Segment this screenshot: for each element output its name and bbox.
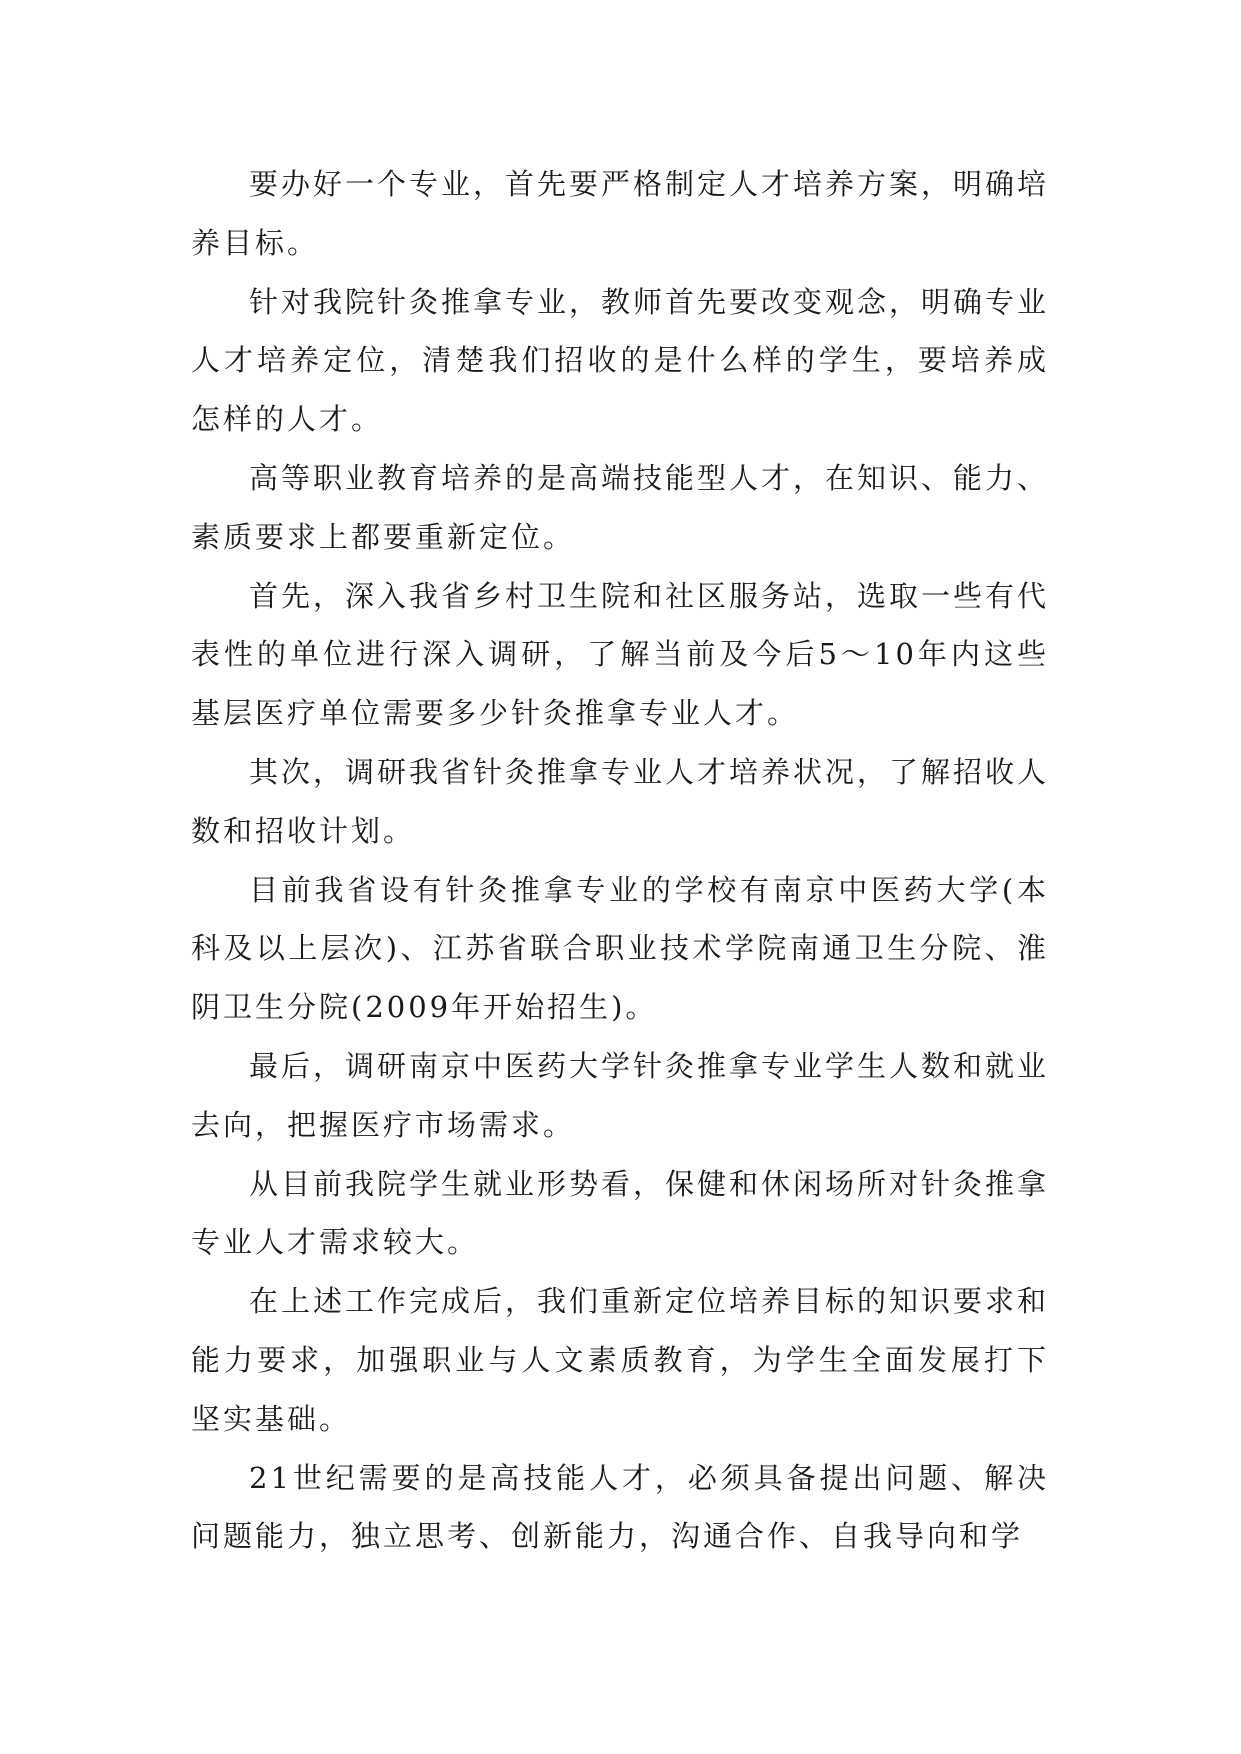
document-body (191, 155, 1049, 1566)
paragraph-4: 首先，深入我省乡村卫生院和社区服务站，选取一些有代表性的单位进行深入调研，了解当前及今后5～10年内这些基层医疗单位需要多少针灸推拿专业人才。 (191, 578, 1050, 731)
paragraph-9: 在上述工作完成后，我们重新定位培养目标的知识要求和能力要求，加强职业与人文素质教育，为学生全面发展打下坚实基础。 (191, 1284, 1050, 1436)
paragraph-8: 从目前我院学生就业形势看，保健和休闲场所对针灸推拿专业人才需求较大。 (191, 1166, 1050, 1260)
paragraph-7: 最后，调研南京中医药大学针灸推拿专业学生人数和就业去向，把握医疗市场需求。 (191, 1048, 1050, 1142)
paragraph-10: 21世纪需要的是高技能人才，必须具备提出问题、解决问题能力，独立思考、创新能力，沟通合作、自我导向和学 (191, 1460, 1049, 1554)
paragraph-6: 目前我省设有针灸推拿专业的学校有南京中医药大学(本科及以上层次)、江苏省联合职业技术学院南通卫生分院、淮阴卫生分院(2009年开始招生)。 (191, 872, 1049, 1025)
paragraph-1: 要办好一个专业，首先要严格制定人才培养方案，明确培养目标。 (191, 167, 1050, 260)
paragraph-5: 其次，调研我省针灸推拿专业人才培养状况，了解招收人数和招收计划。 (191, 754, 1050, 848)
paragraph-3: 高等职业教育培养的是高端技能型人才，在知识、能力、素质要求上都要重新定位。 (191, 460, 1050, 554)
paragraph-2: 针对我院针灸推拿专业，教师首先要改变观念，明确专业人才培养定位，清楚我们招收的是什么样的学生，要培养成怎样的人才。 (191, 284, 1050, 437)
